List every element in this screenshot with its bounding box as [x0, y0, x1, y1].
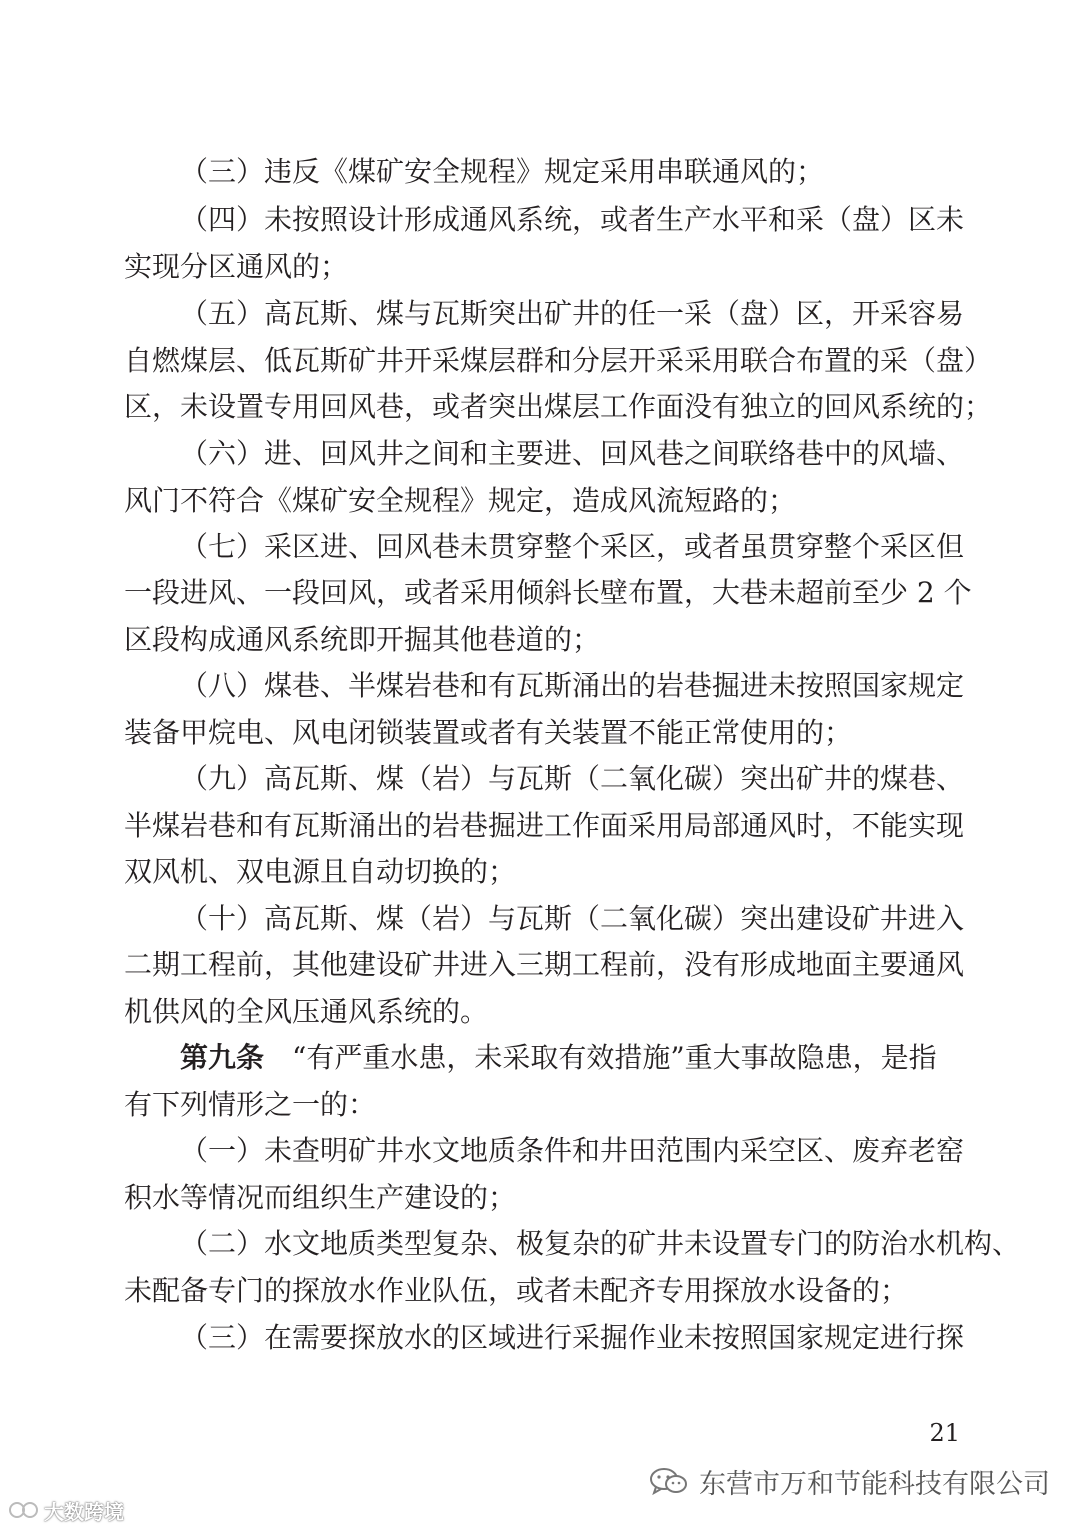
text-line: 区段构成通风系统即开掘其他巷道的； [124, 623, 601, 656]
text-line: 半煤岩巷和有瓦斯涌出的岩巷掘进工作面采用局部通风时，不能实现 [124, 809, 965, 842]
text-line: （二）水文地质类型复杂、极复杂的矿井未设置专门的防治水机构、 [180, 1227, 1021, 1260]
text-line: （六）进、回风井之间和主要进、回风巷之间联络巷中的风墙、 [180, 437, 965, 470]
company-name: 东营市万和节能科技有限公司 [699, 1468, 1050, 1500]
text-line: （三）违反《煤矿安全规程》规定采用串联通风的； [180, 155, 825, 188]
company-watermark [649, 1461, 1050, 1501]
article-heading-line [180, 1038, 956, 1078]
text-line: 未配备专门的探放水作业队伍，或者未配齐专用探放水设备的； [124, 1274, 909, 1307]
text-line: （十）高瓦斯、煤（岩）与瓦斯（二氧化碳）突出建设矿井进入 [180, 902, 965, 935]
article-heading: 第九条 [180, 1041, 265, 1074]
text-line: 一段进风、一段回风，或者采用倾斜长壁布置，大巷未超前至少 2 个 [124, 576, 972, 609]
text-line: （九）高瓦斯、煤（岩）与瓦斯（二氧化碳）突出矿井的煤巷、 [180, 762, 965, 795]
text-line: “有严重水患，未采取有效措施”重大事故隐患，是指 [292, 1041, 937, 1074]
text-line: （七）采区进、回风巷未贯穿整个采区，或者虽贯穿整个采区但 [180, 530, 965, 563]
text-line: 机供风的全风压通风系统的。 [124, 995, 489, 1028]
text-line: 双风机、双电源且自动切换的； [124, 855, 517, 888]
text-line: （三）在需要探放水的区域进行采掘作业未按照国家规定进行探 [180, 1321, 965, 1354]
text-line: 有下列情形之一的： [124, 1088, 377, 1121]
text-line: 积水等情况而组织生产建设的； [124, 1181, 517, 1214]
brand-name: 大数跨境 [44, 1499, 124, 1524]
text-line: （八）煤巷、半煤岩巷和有瓦斯涌出的岩巷掘进未按照国家规定 [180, 669, 965, 702]
text-line: 区，未设置专用回风巷，或者突出煤层工作面没有独立的回风系统的； [124, 390, 993, 423]
page-number: 21 [929, 1419, 960, 1447]
brand-logo-icon [8, 1499, 40, 1521]
text-line: 装备甲烷电、风电闭锁装置或者有关装置不能正常使用的； [124, 716, 853, 749]
text-line: 自燃煤层、低瓦斯矿井开采煤层群和分层开采采用联合布置的采（盘） [124, 344, 993, 377]
text-line: （一）未查明矿井水文地质条件和井田范围内采空区、废弃老窑 [180, 1134, 965, 1167]
text-line: 实现分区通风的； [124, 250, 349, 283]
text-line: 风门不符合《煤矿安全规程》规定，造成风流短路的； [124, 484, 797, 517]
text-line: （五）高瓦斯、煤与瓦斯突出矿井的任一采（盘）区，开采容易 [180, 297, 965, 330]
brand-watermark [8, 1494, 124, 1526]
text-line: 二期工程前，其他建设矿井进入三期工程前，没有形成地面主要通风 [124, 948, 965, 981]
text-line: （四）未按照设计形成通风系统，或者生产水平和采（盘）区未 [180, 203, 965, 236]
wechat-icon [649, 1466, 689, 1496]
